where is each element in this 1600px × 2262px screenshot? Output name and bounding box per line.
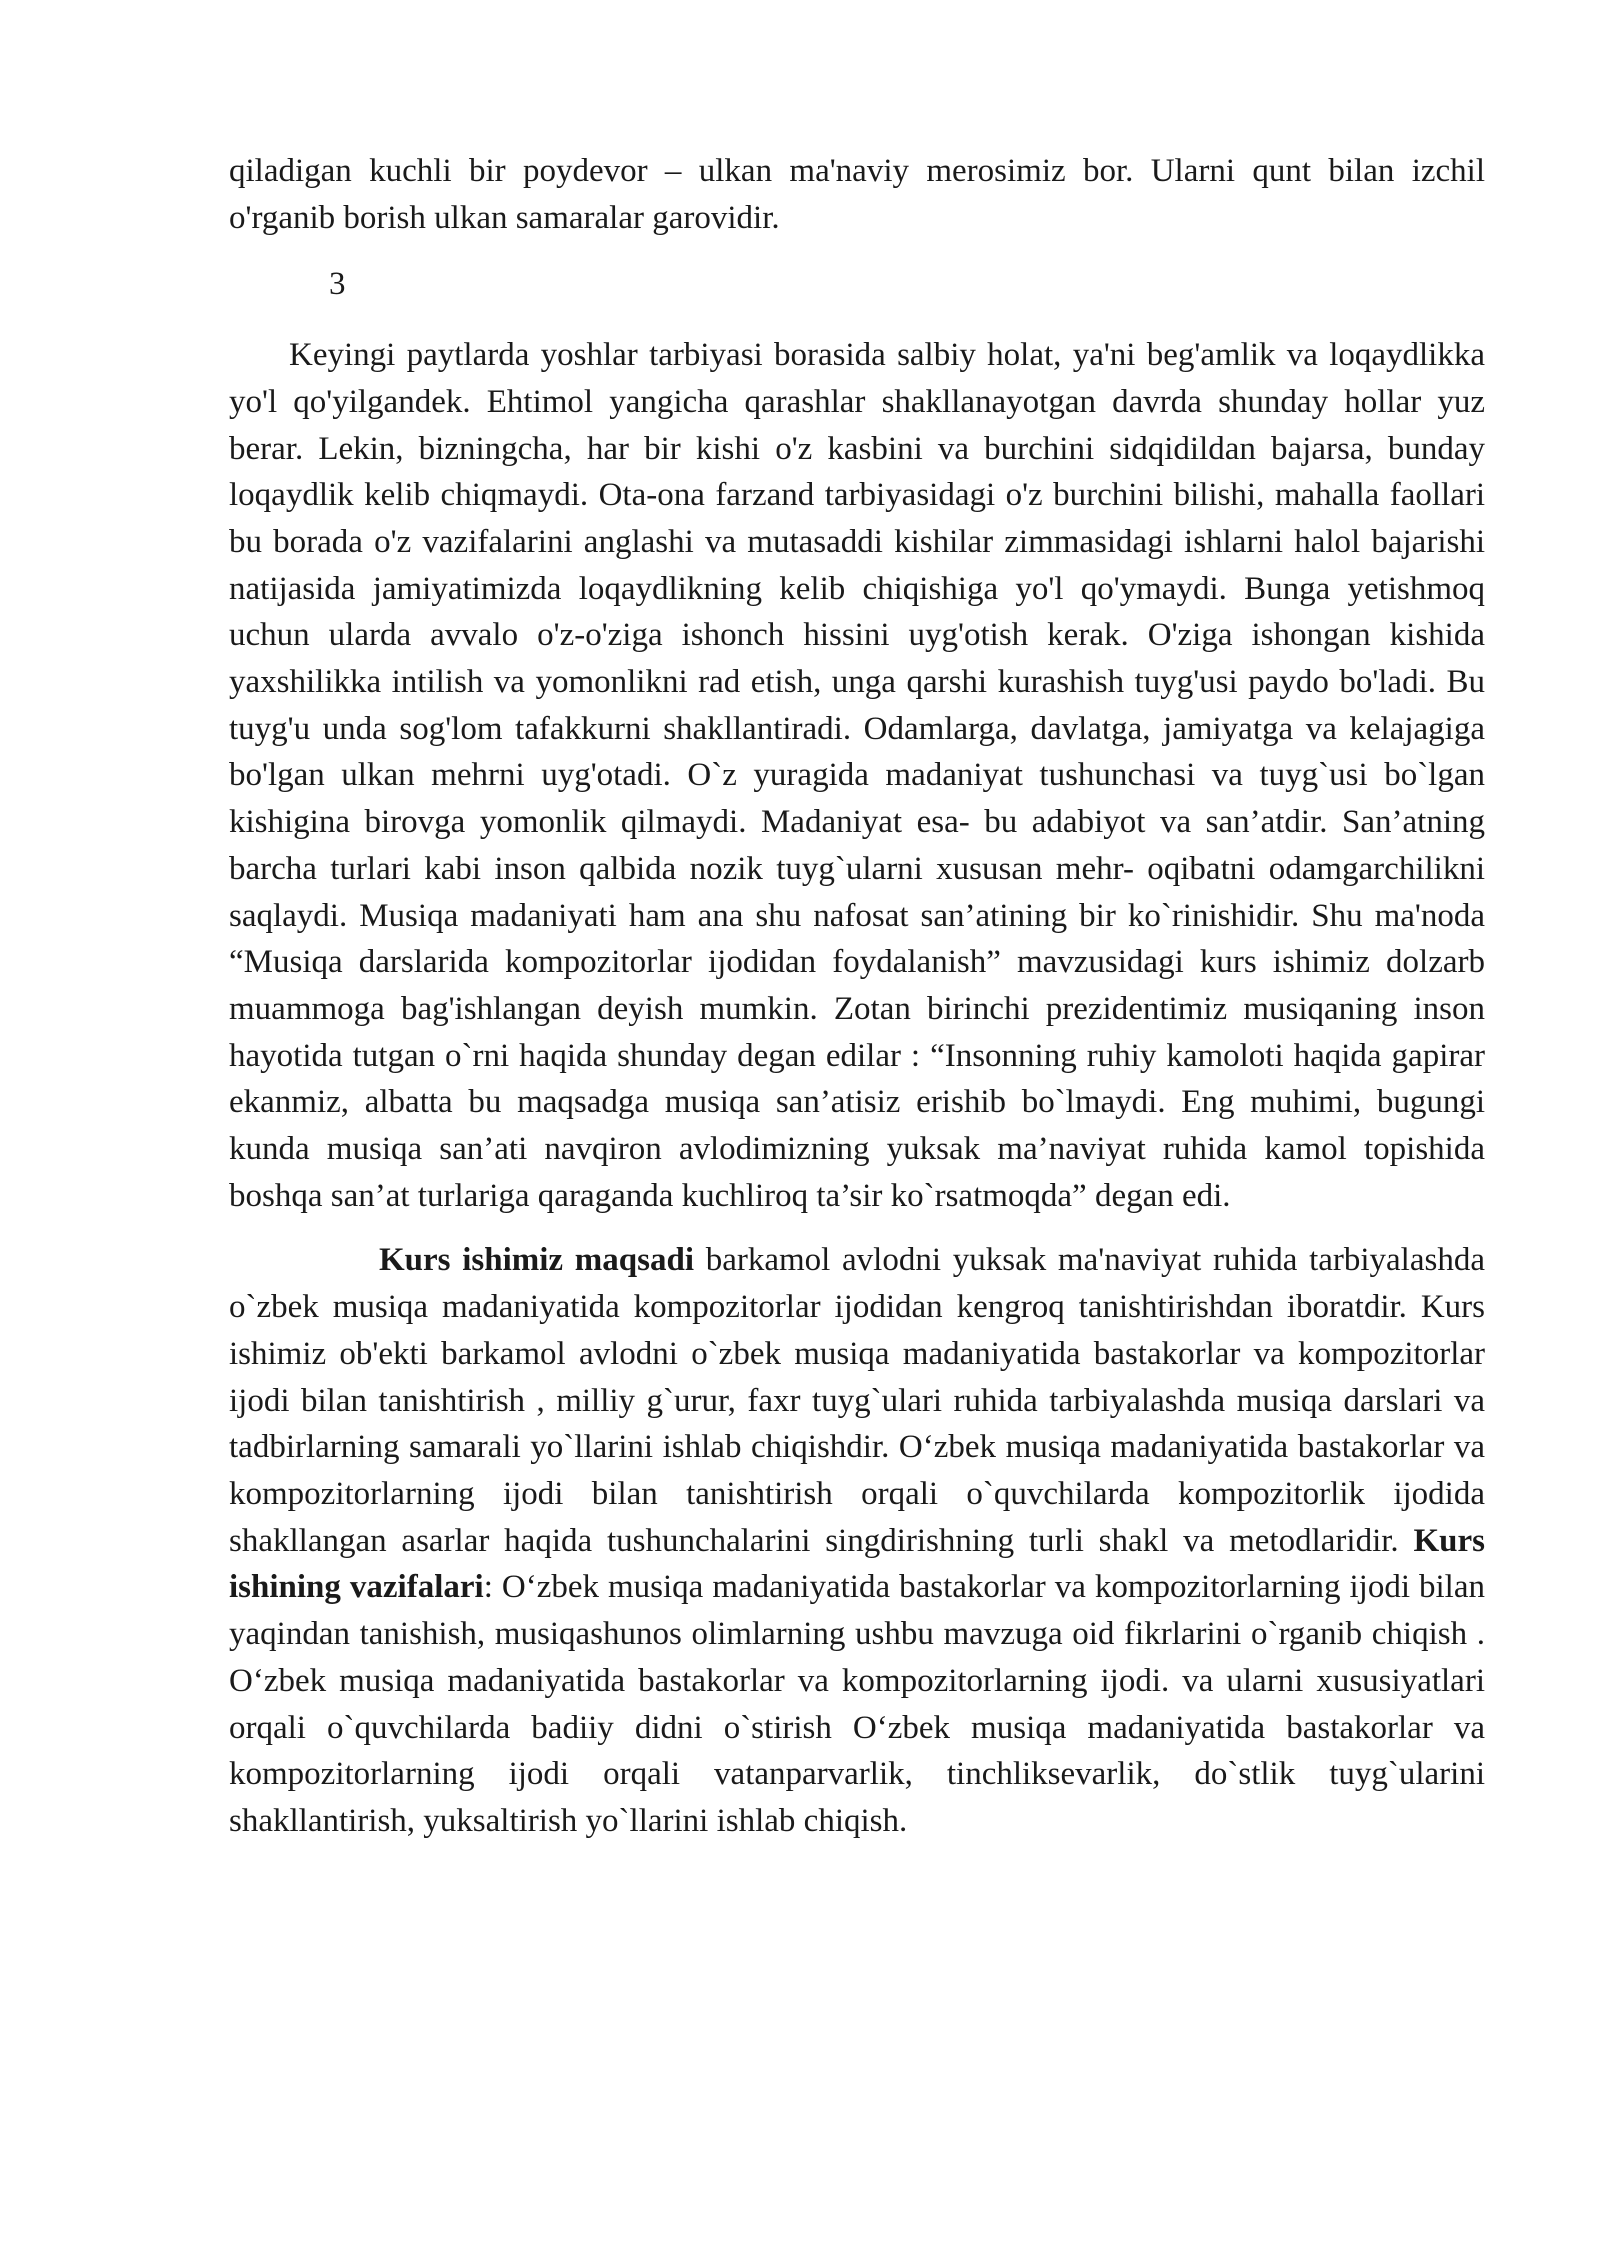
page-number: 3 (329, 266, 346, 303)
heading-course-goal: Kurs ishimiz maqsadi (379, 1242, 694, 1279)
heading-course-tasks: Kurs ishining vazifalari (229, 1522, 1485, 1606)
paragraph-main: Keyingi paytlarda yoshlar tarbiyasi borasida salbiy holat, ya'ni beg'amlik va loqaydlikka yo'l qo'yilgandek. Ehtimol yangicha qarashlar shakllanayotgan davrda shunday hollar yuz berar. Lekin, bizningcha, har bir kishi o'z kasbini va burchini sidqidildan bajarsa, bunday loqaydlik kelib chiqmaydi. Ota-ona farzand tarbiyasidagi o'z burchini bilishi, mahalla faollari bu borada o'z vazifalarini anglashi va mutasaddi kishilar zimmasidagi ishlarni halol bajarishi natijasida jamiyatimizda loqaydlikning kelib chiqishiga yo'l qo'ymaydi. Bunga yetishmoq uchun ularda avvalo o'z-o'ziga ishonch hissini uyg'otish kerak. O'ziga ishongan kishida yaxshilikka intilish va yomonlikni rad etish, unga qarshi kurashish tuyg'usi paydo bo'ladi. Bu tuyg'u unda sog'lom tafakkurni shakllantiradi. Odamlarga, davlatga, jamiyatga va kelajagiga bo'lgan ulkan mehrni uyg'otadi. O`z yuragida madaniyat tushunchasi va tuyg`usi bo`lgan kishigina birovga yomonlik qilmaydi. Madaniyat esa- bu adabiyot va san’atdir. San’atning barcha turlari kabi inson qalbida nozik tuyg`ularni xususan mehr- oqibatni odamgarchilikni saqlaydi. Musiqa madaniyati ham ana shu nafosat san’atining bir ko`rinishidir. Shu ma'noda “Musiqa darslarida kompozitorlar ijodidan foydalanish” mavzusidagi kurs ishimiz dolzarb muammoga bag'ishlangan deyish mumkin. Zotan birinchi prezidentimiz musiqaning inson hayotida tutgan o`rni haqida shunday degan edilar : “Insonning ruhiy kamoloti haqida gapirar ekanmiz, albatta bu maqsadga musiqa san’atisiz erishib bo`lmaydi. Eng muhimi, bugungi kunda musiqa san’ati navqiron avlodimizning yuksak ma’naviyat ruhida kamol topishida boshqa san’at turlariga qaraganda kuchliroq ta’sir ko`rsatmoqda” degan edi. (229, 337, 1485, 1214)
course-tasks-text: : O‘zbek musiqa madaniyatida bastakorlar va kompozitorlarning ijodi bilan yaqindan tanishish, musiqashunos olimlarning ushbu mavzuga oid fikrlarini o`rganib chiqish . O‘zbek musiqa madaniyatida bastakorlar va kompozitorlarning ijodi. va ularni xususiyatlari orqali o`quvchilarda badiiy didni o`stirish O‘zbek musiqa madaniyatida bastakorlar va kompozitorlarning ijodi orqali vatanparvarlik, tinchliksevarlik, do`stlik tuyg`ularini shakllantirish, yuksaltirish yo`llarini ishlab chiqish. (229, 1569, 1485, 1839)
paragraph-goals (229, 1237, 1485, 1844)
paragraph-continuation: qiladigan kuchli bir poydevor – ulkan ma'naviy merosimiz bor. Ularni qunt bilan izchil o'rganib borish ulkan samaralar garovidir. (229, 153, 1485, 236)
course-goal-text: barkamol avlodni yuksak ma'naviyat ruhida tarbiyalashda o`zbek musiqa madaniyatida kompozitorlar ijodidan kengroq tanishtirishdan iboratdir. Kurs ishimiz ob'ekti barkamol avlodni o`zbek musiqa madaniyatida bastakorlar va kompozitorlar ijodi bilan tanishtirish , milliy g`urur, faxr tuyg`ulari ruhida tarbiyalashda musiqa darslari va tadbirlarning samarali yo`llarini ishlab chiqishdir. O‘zbek musiqa madaniyatida bastakorlar va kompozitorlarning ijodi bilan tanishtirish orqali o`quvchilarda kompozitorlik ijodida shakllangan asarlar haqida tushunchalarini singdirishning turli shakl va metodlaridir. (229, 1242, 1485, 1559)
document-body (229, 148, 1485, 1845)
